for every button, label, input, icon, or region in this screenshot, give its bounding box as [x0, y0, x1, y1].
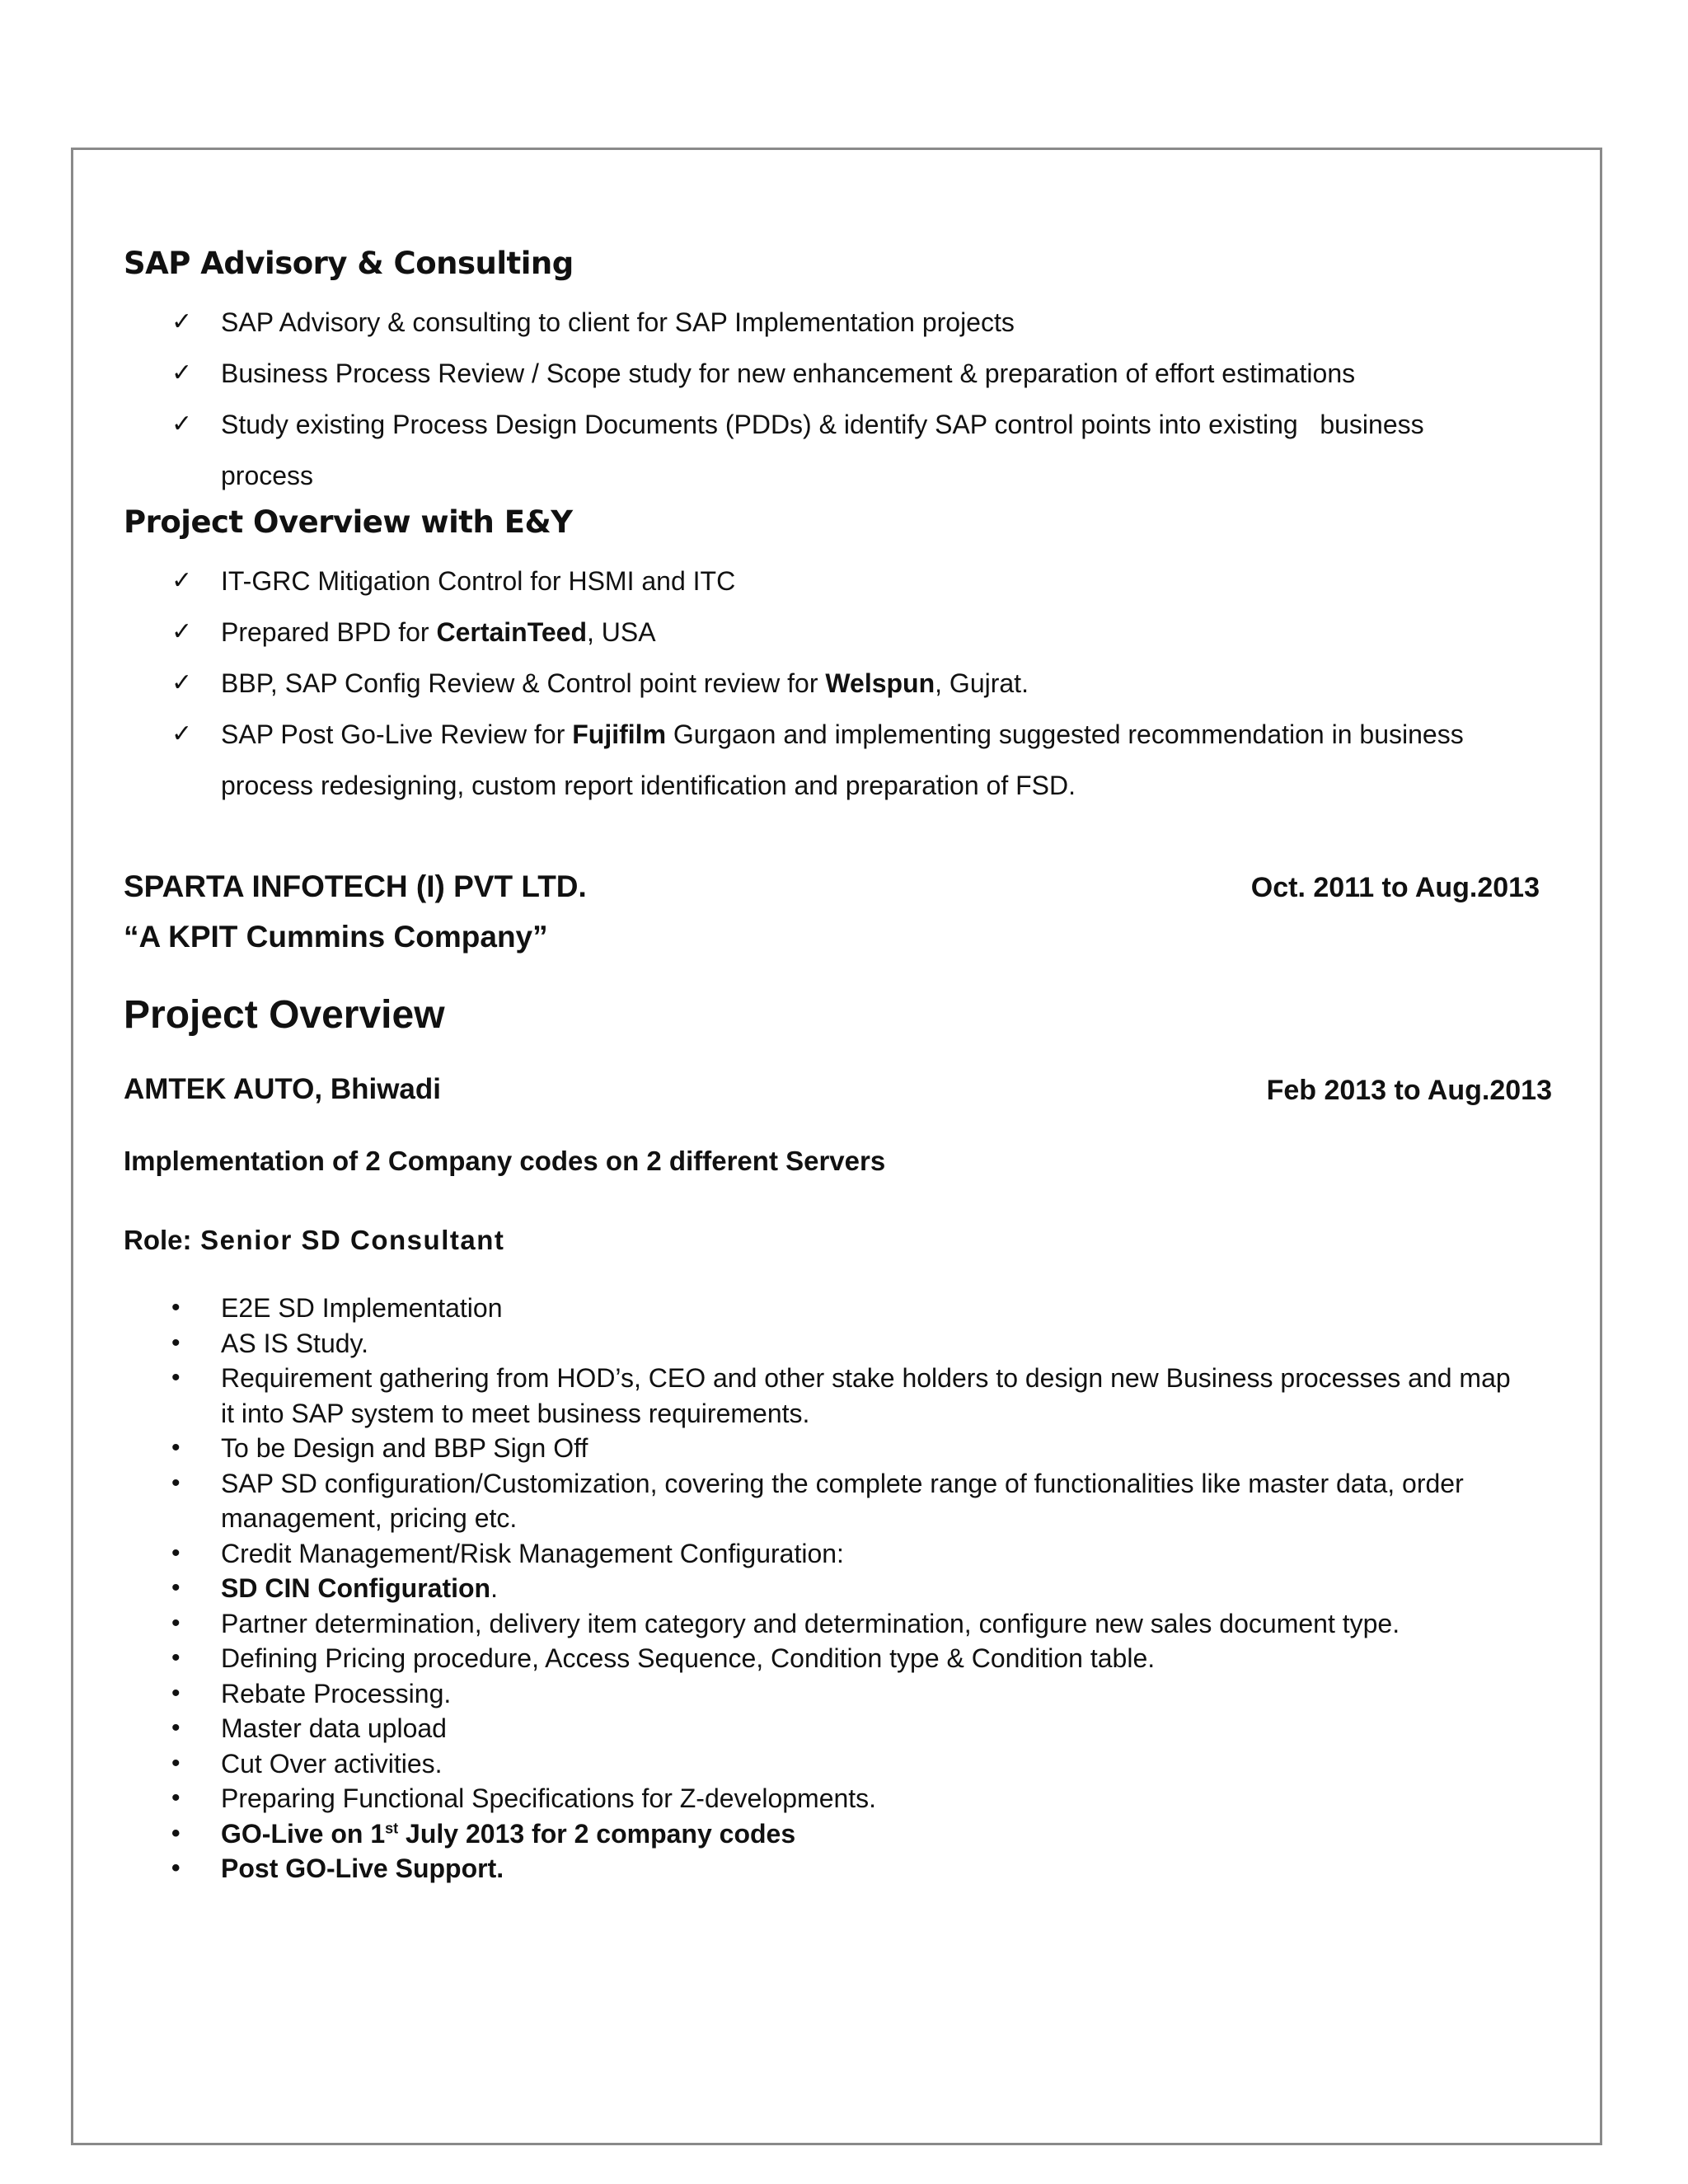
checkmark-icon: ✓	[171, 307, 193, 336]
bullet-icon: •	[171, 1679, 181, 1707]
list-item: ✓ Prepared BPD for CertainTeed, USA	[0, 607, 1540, 658]
list-item: • Post GO-Live Support.	[0, 1851, 1523, 1886]
list-item: ✓ Study existing Process Design Documents (PDDs) & identify SAP control points into existing business process	[0, 399, 1540, 501]
client-name: AMTEK AUTO, Bhiwadi	[124, 1073, 441, 1105]
client-dates: Feb 2013 to Aug.2013	[1266, 1075, 1552, 1106]
employer-tagline: “A KPIT Cummins Company”	[124, 920, 548, 954]
list-item: • SD CIN Configuration.	[0, 1571, 1523, 1606]
list-item: ✓ IT-GRC Mitigation Control for HSMI and ITC	[0, 555, 1540, 607]
bullet-icon: •	[171, 1574, 181, 1601]
advisory-list	[0, 297, 1540, 501]
list-item: • Preparing Functional Specifications for Z-developments.	[0, 1781, 1523, 1816]
list-item: • Master data upload	[0, 1711, 1523, 1746]
list-item: • Cut Over activities.	[0, 1746, 1523, 1782]
advisory-heading: SAP Advisory & Consulting	[124, 246, 574, 281]
project-title: Project Overview	[124, 993, 445, 1037]
employer-dates: Oct. 2011 to Aug.2013	[1250, 872, 1540, 903]
checkmark-icon: ✓	[171, 719, 193, 748]
bullet-icon: •	[171, 1784, 181, 1811]
list-item: • Partner determination, delivery item category and determination, configure new sales document type.	[0, 1606, 1523, 1642]
bullet-icon: •	[171, 1539, 181, 1567]
bullet-icon: •	[171, 1434, 181, 1461]
ey-list	[0, 555, 1540, 811]
list-item: • Requirement gathering from HOD’s, CEO and other stake holders to design new Business processes and map it into SAP system to meet business requirements.	[0, 1361, 1523, 1431]
bullet-icon: •	[171, 1469, 181, 1497]
bullet-icon: •	[171, 1294, 181, 1321]
checkmark-icon: ✓	[171, 617, 193, 646]
checkmark-icon: ✓	[171, 410, 193, 438]
bullet-icon: •	[171, 1644, 181, 1671]
list-item: ✓ Business Process Review / Scope study for new enhancement & preparation of effort estimations	[0, 348, 1540, 399]
list-item: • SAP SD configuration/Customization, covering the complete range of functionalities like master data, order management, pricing etc.	[0, 1466, 1523, 1536]
list-item: ✓ SAP Advisory & consulting to client for SAP Implementation projects	[0, 297, 1540, 348]
bullet-icon: •	[171, 1819, 181, 1847]
list-item: • Defining Pricing procedure, Access Sequence, Condition type & Condition table.	[0, 1641, 1523, 1676]
list-item: • To be Design and BBP Sign Off	[0, 1431, 1523, 1466]
bullet-icon: •	[171, 1854, 181, 1882]
checkmark-icon: ✓	[171, 359, 193, 387]
list-item: • Credit Management/Risk Management Configuration:	[0, 1536, 1523, 1572]
employer-name: SPARTA INFOTECH (I) PVT LTD.	[124, 869, 587, 903]
bullet-icon: •	[171, 1749, 181, 1777]
bullet-icon: •	[171, 1364, 181, 1391]
list-item: • GO-Live on 1st July 2013 for 2 company codes	[0, 1816, 1523, 1852]
bullet-icon: •	[171, 1714, 181, 1741]
project-scope: Implementation of 2 Company codes on 2 different Servers	[124, 1146, 886, 1176]
bullet-icon: •	[171, 1329, 181, 1357]
list-item: ✓ SAP Post Go-Live Review for Fujifilm Gurgaon and implementing suggested recommendation in business process redesigning, custom report identification and preparation of FSD.	[0, 709, 1540, 811]
list-item: • E2E SD Implementation	[0, 1291, 1523, 1326]
responsibility-list	[0, 1291, 1523, 1886]
bullet-icon: •	[171, 1609, 181, 1637]
list-item: • Rebate Processing.	[0, 1676, 1523, 1712]
checkmark-icon: ✓	[171, 566, 193, 595]
ey-heading: Project Overview with E&Y	[124, 504, 573, 540]
list-item: ✓ BBP, SAP Config Review & Control point review for Welspun, Gujrat.	[0, 658, 1540, 709]
role-line: Role: Senior SD Consultant	[124, 1225, 505, 1255]
list-item: • AS IS Study.	[0, 1326, 1523, 1361]
checkmark-icon: ✓	[171, 668, 193, 697]
